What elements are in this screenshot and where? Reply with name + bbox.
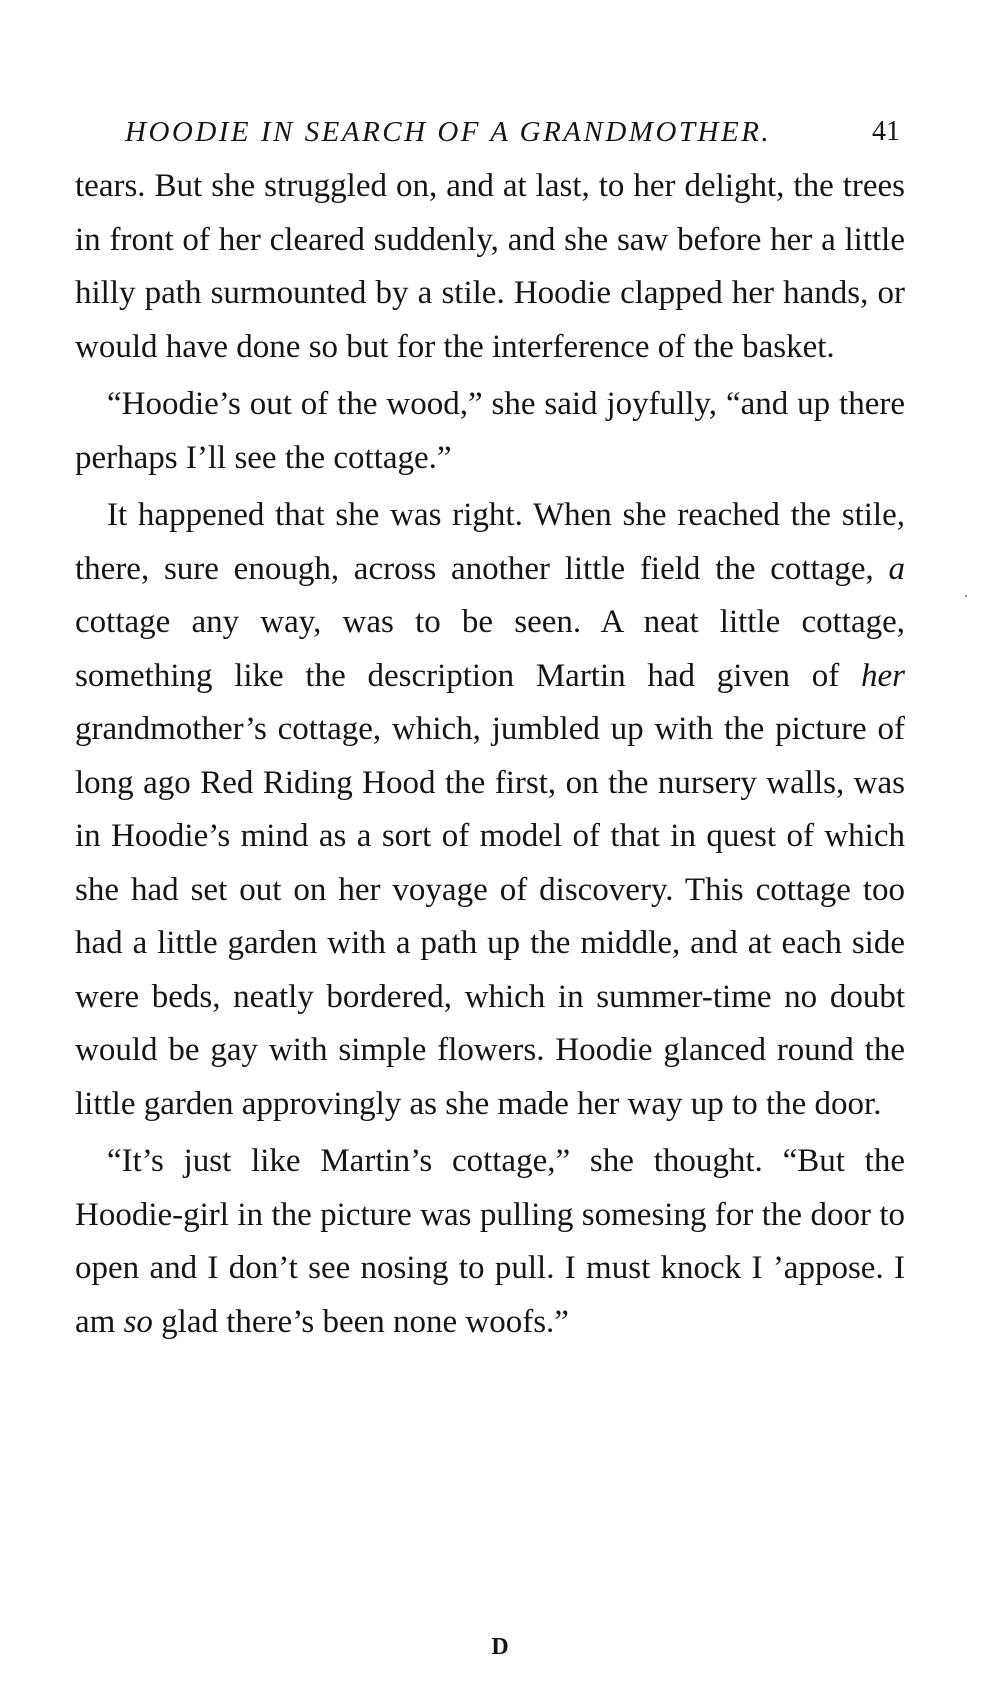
paragraph [75, 378, 905, 485]
page-number: 41 [872, 116, 900, 147]
text-segment: glad there’s been none woofs.” [152, 1303, 569, 1340]
italic-emphasis: her [861, 657, 905, 694]
text-segment: “Hoodie’s out of the wood,” she said joyfully, “and up there perhaps I’ll see the cottage.” [75, 386, 905, 476]
signature-mark: D [491, 1634, 509, 1660]
italic-emphasis: a [888, 550, 905, 587]
text-segment: tears. But she struggled on, and at last, to her delight, the trees in front of her cleared suddenly, and she saw before her a little hilly path surmounted by a stile. Hoodie clapped her hands, or would have done so but for the interference of the basket. [75, 168, 905, 365]
running-title: HOODIE IN SEARCH OF A GRANDMOTHER. [125, 116, 772, 148]
text-segment: cottage any way, was to be seen. A neat little cottage, something like the description Martin had given of [75, 604, 905, 694]
scan-speck [965, 595, 967, 597]
paragraph [75, 489, 905, 1131]
paragraph [75, 1135, 905, 1349]
text-segment: grandmother’s cottage, which, jumbled up with the picture of long ago Red Riding Hood the first, on the nursery walls, was in Hoodie’s mind as a sort of model of that in quest of which she had set out on her voyage of discovery. This cottage too had a little garden with a path up the middle, and at each side were beds, neatly bordered, which in summer-time no doubt would be gay with simple flowers. Hoodie glanced round the little garden approvingly as she made her way up to the door. [75, 711, 905, 1122]
body-text [75, 160, 905, 1349]
paragraph [75, 160, 905, 374]
italic-emphasis: so [123, 1303, 153, 1340]
book-page [75, 100, 905, 1353]
text-segment: It happened that she was right. When she reached the stile, there, sure enough, across another little field the cottage, [75, 497, 905, 587]
text-segment: “It’s just like Martin’s cottage,” she thought. “But the Hoodie-girl in the picture was pulling somesing for the door to open and I don’t see nosing to pull. I must knock I ’appose. I am [75, 1143, 905, 1340]
running-head [75, 100, 905, 150]
